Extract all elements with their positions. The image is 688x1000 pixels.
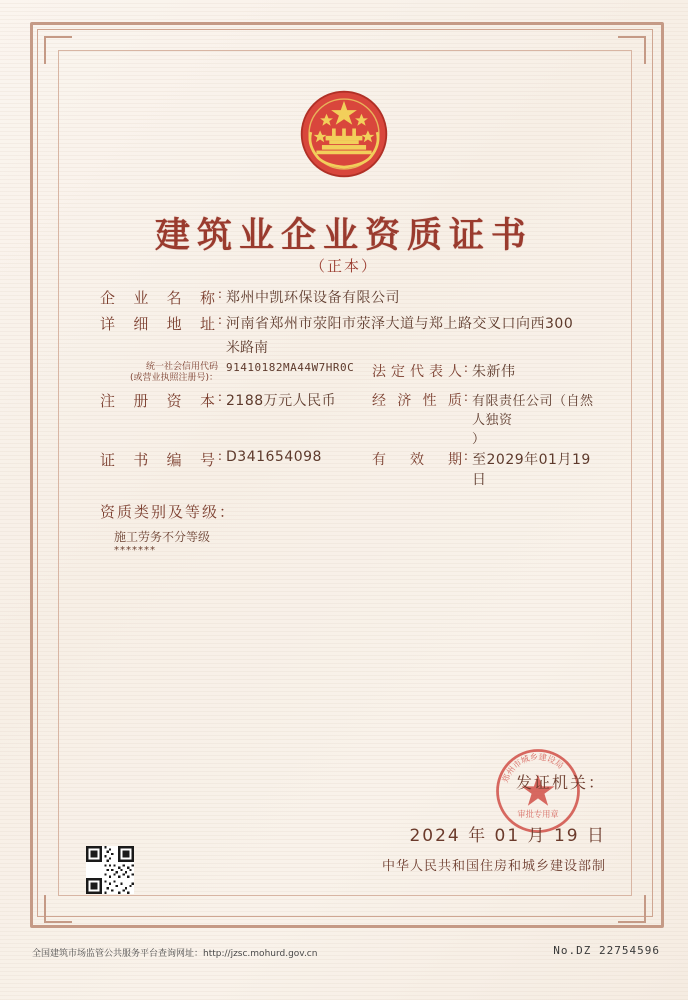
corner-ornament-bottom-left: [44, 895, 72, 923]
qualification-value: 施工劳务不分等级: [114, 530, 211, 544]
certificate-fields: [100, 287, 600, 556]
company-name-label: 企业名称: [100, 289, 218, 307]
company-name-value: 郑州中凯环保设备有限公司: [226, 290, 400, 306]
credit-code-label: [100, 361, 218, 384]
economic-type-value: [472, 390, 600, 447]
svg-text:郑州市城乡建设局: 郑州市城乡建设局: [500, 751, 566, 784]
address-value-line2: 米路南: [226, 340, 268, 356]
colon-separator: :: [218, 390, 222, 405]
credit-code-label-line2: (或营业执照注册号)：: [129, 373, 218, 383]
field-registered-capital: [100, 390, 372, 447]
field-economic-type: [372, 390, 600, 447]
corner-ornament-top-left: [44, 36, 72, 64]
field-company-name: [100, 287, 600, 309]
issuing-organization: 中华人民共和国住房和城乡建设部制: [381, 859, 606, 874]
legal-rep-label: 法定代表人: [372, 364, 464, 380]
national-emblem-icon: [298, 88, 390, 180]
field-qualification: [100, 501, 600, 556]
colon-separator: :: [218, 313, 222, 328]
legal-rep-value: 朱新伟: [472, 364, 516, 380]
cert-number-label: 证书编号: [100, 451, 218, 469]
address-value-line1: 河南省郑州市荥阳市荥泽大道与郑上路交叉口向西300: [226, 316, 574, 332]
cert-number-value: D341654098: [226, 449, 322, 465]
issue-date: 2024 年 01 月 19 日: [409, 826, 606, 846]
field-validity: [372, 449, 600, 489]
field-credit-code: [100, 361, 372, 384]
credit-code-value: 91410182MA44W7HR0C: [226, 361, 355, 374]
economic-type-value-line2: ）: [472, 432, 486, 447]
colon-separator: :: [464, 449, 468, 464]
field-address: [100, 313, 600, 335]
economic-type-value-line1: 有限责任公司（自然人独资: [472, 394, 594, 428]
field-row-cert-number-and-validity: [100, 449, 600, 489]
page-subtitle: （正本）: [309, 257, 378, 275]
registered-capital-label: 注册资本: [100, 392, 218, 410]
footer-serial-number: No.DZ 22754596: [553, 944, 660, 957]
validity-label: 有效期: [372, 452, 464, 468]
corner-ornament-bottom-right: [618, 895, 646, 923]
colon-separator: :: [218, 449, 222, 464]
issuer-block: [409, 770, 606, 846]
validity-value: 至2029年01月19日: [472, 452, 591, 488]
colon-separator: :: [464, 361, 468, 376]
field-cert-number: [100, 449, 372, 489]
colon-separator: :: [218, 287, 222, 302]
corner-ornament-top-right: [618, 36, 646, 64]
qr-code[interactable]: [86, 846, 134, 894]
credit-code-label-line1: 统一社会信用代码: [145, 362, 218, 372]
issuing-authority-label: 发证机关：: [515, 773, 606, 792]
qualification-stars: *******: [114, 545, 156, 556]
colon-separator: :: [464, 390, 468, 405]
page-title: 建筑业企业资质证书: [154, 216, 533, 256]
field-row-capital-and-economic-type: [100, 390, 600, 447]
svg-text:审批专用章: 审批专用章: [517, 808, 559, 819]
colon-separator: [218, 361, 226, 384]
footer-query-url: 全国建筑市场监管公共服务平台查询网址：http://jzsc.mohurd.gov.cn: [32, 949, 318, 959]
field-row-credit-and-legal-rep: [100, 361, 600, 384]
registered-capital-value: 2188万元人民币: [226, 393, 337, 409]
address-label: 详细地址: [100, 315, 218, 333]
qualification-label: 资质类别及等级：: [100, 503, 237, 521]
economic-type-label: 经济性质: [372, 393, 464, 409]
field-legal-representative: [372, 361, 600, 384]
